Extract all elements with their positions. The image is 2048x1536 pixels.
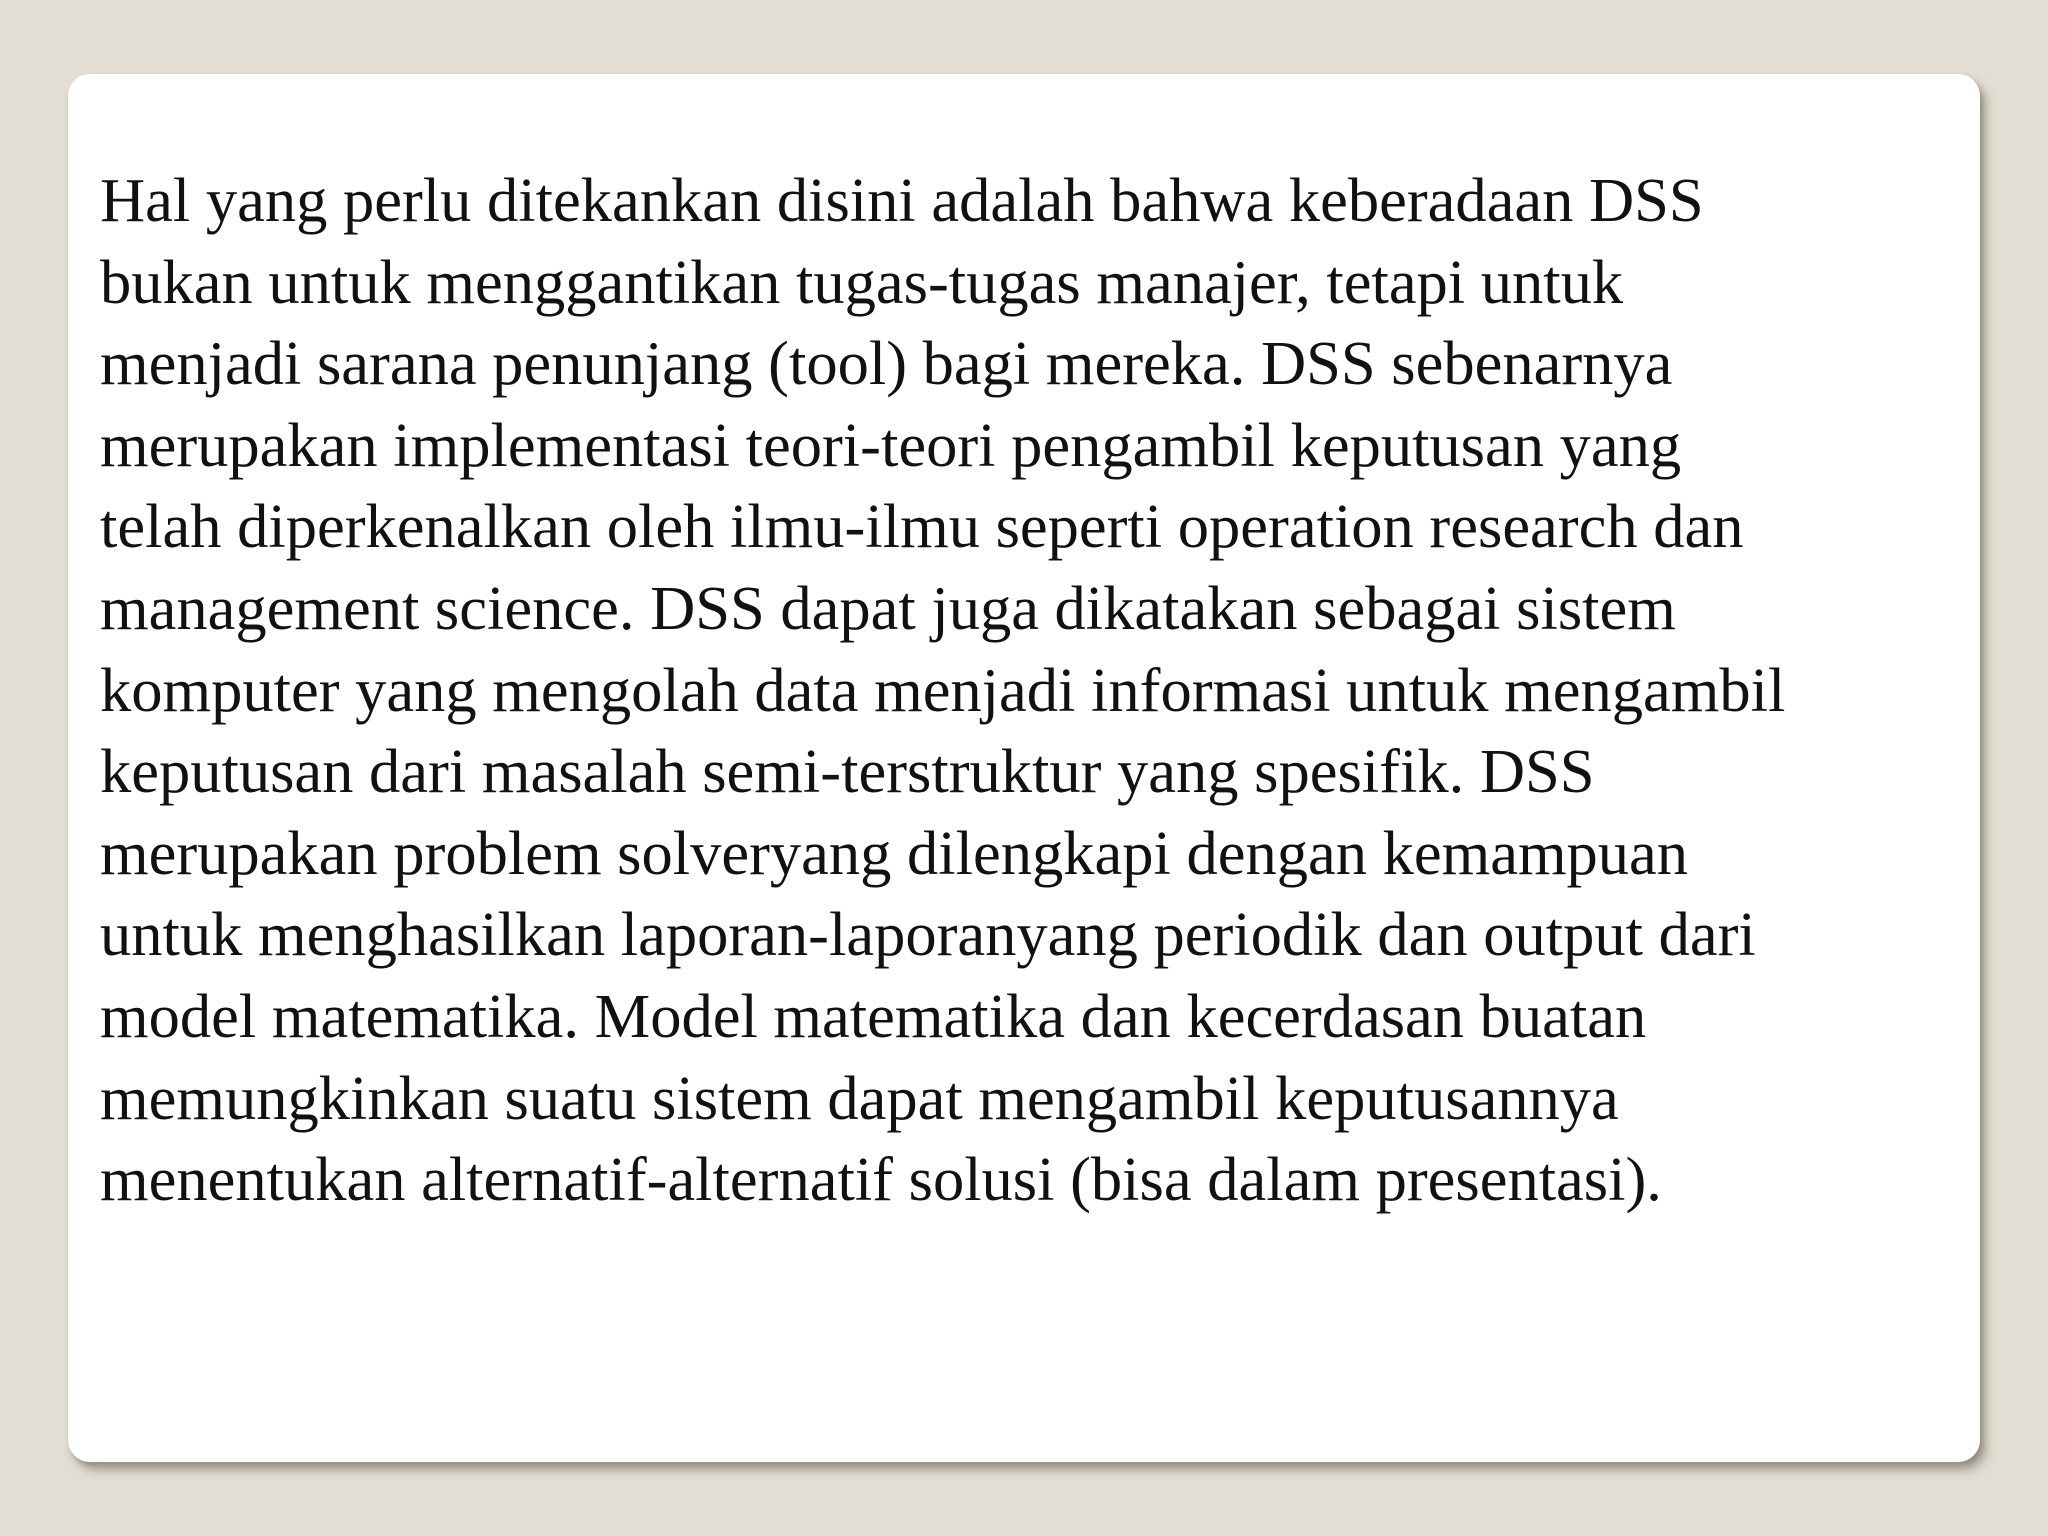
paragraph-line: keputusan dari masalah semi-terstruktur yang spesifik. DSS [100,736,1595,807]
paragraph-line: model matematika. Model matematika dan kecerdasan buatan [100,980,1647,1051]
paragraph-line: komputer yang mengolah data menjadi informasi untuk mengambil [100,654,1786,725]
paragraph-line: bukan untuk menggantikan tugas-tugas manajer, tetapi untuk [100,246,1624,317]
paragraph-line: menentukan alternatif-alternatif solusi (bisa dalam presentasi). [100,1144,1662,1215]
body-paragraph [100,160,1980,1221]
paragraph-line: menjadi sarana penunjang (tool) bagi mereka. DSS sebenarnya [100,328,1673,399]
paragraph-line: Hal yang perlu ditekankan disini adalah bahwa keberadaan DSS [100,165,1704,235]
paragraph-line: merupakan implementasi teori-teori pengambil keputusan yang [100,409,1682,480]
paragraph-line: memungkinkan suatu sistem dapat mengambil keputusannya [100,1062,1619,1133]
paragraph-line: merupakan problem solveryang dilengkapi dengan kemampuan [100,817,1689,888]
paragraph-line: telah diperkenalkan oleh ilmu-ilmu seperti operation research dan [100,491,1744,562]
paragraph-line: untuk menghasilkan laporan-laporanyang periodik dan output dari [100,899,1756,970]
paragraph-line: management science. DSS dapat juga dikatakan sebagai sistem [100,572,1676,643]
